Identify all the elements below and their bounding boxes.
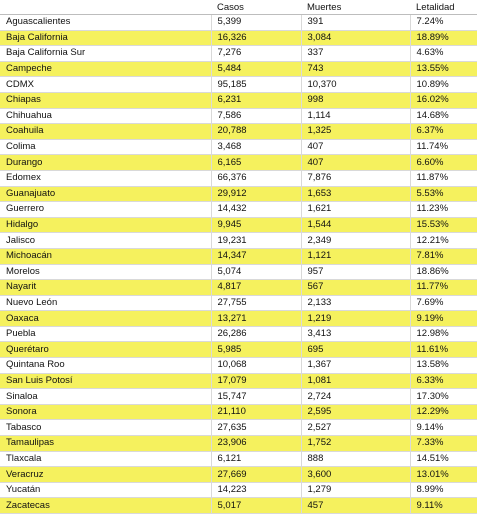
cell-state: CDMX <box>0 77 211 93</box>
table-row <box>0 436 477 452</box>
cell-state: Campeche <box>0 61 211 77</box>
header-cases: Casos <box>211 0 301 15</box>
table-row <box>0 248 477 264</box>
cell-state: Morelos <box>0 264 211 280</box>
cell-state: Guerrero <box>0 202 211 218</box>
table-header <box>0 0 477 15</box>
cell-cases: 9,945 <box>211 217 301 233</box>
cell-state: Baja California <box>0 30 211 46</box>
cell-cases: 27,669 <box>211 467 301 483</box>
cell-deaths: 1,114 <box>301 108 410 124</box>
cell-deaths: 407 <box>301 139 410 155</box>
cell-deaths: 391 <box>301 15 410 31</box>
table-row <box>0 108 477 124</box>
cell-state: Tabasco <box>0 420 211 436</box>
cell-cases: 6,231 <box>211 92 301 108</box>
cell-rate: 7.24% <box>410 15 477 31</box>
cell-deaths: 10,370 <box>301 77 410 93</box>
table-row <box>0 155 477 171</box>
cell-cases: 29,912 <box>211 186 301 202</box>
cell-deaths: 337 <box>301 46 410 62</box>
table-row <box>0 342 477 358</box>
cell-cases: 17,079 <box>211 373 301 389</box>
cell-cases: 66,376 <box>211 170 301 186</box>
table-row <box>0 15 477 31</box>
cell-cases: 5,074 <box>211 264 301 280</box>
cell-rate: 12.21% <box>410 233 477 249</box>
cell-cases: 5,985 <box>211 342 301 358</box>
cell-rate: 6.60% <box>410 155 477 171</box>
cell-state: Sinaloa <box>0 389 211 405</box>
cell-deaths: 1,081 <box>301 373 410 389</box>
cell-state: Edomex <box>0 170 211 186</box>
cell-cases: 20,788 <box>211 124 301 140</box>
cell-rate: 12.98% <box>410 326 477 342</box>
cell-deaths: 407 <box>301 155 410 171</box>
cell-rate: 9.11% <box>410 498 477 514</box>
table-row <box>0 358 477 374</box>
cell-rate: 14.51% <box>410 451 477 467</box>
header-rate: Letalidad <box>410 0 477 15</box>
cell-cases: 19,231 <box>211 233 301 249</box>
cell-state: Chiapas <box>0 92 211 108</box>
cell-rate: 7.33% <box>410 436 477 452</box>
cell-cases: 15,747 <box>211 389 301 405</box>
cell-cases: 5,017 <box>211 498 301 514</box>
table-row <box>0 498 477 514</box>
cell-state: Veracruz <box>0 467 211 483</box>
table-row <box>0 482 477 498</box>
cell-rate: 8.99% <box>410 482 477 498</box>
cell-cases: 23,906 <box>211 436 301 452</box>
cell-deaths: 998 <box>301 92 410 108</box>
cell-state: Hidalgo <box>0 217 211 233</box>
cell-deaths: 743 <box>301 61 410 77</box>
cell-state: Chihuahua <box>0 108 211 124</box>
cell-state: Quintana Roo <box>0 358 211 374</box>
cell-state: Aguascalientes <box>0 15 211 31</box>
cell-deaths: 457 <box>301 498 410 514</box>
table-row <box>0 404 477 420</box>
cell-cases: 5,484 <box>211 61 301 77</box>
cell-cases: 16,326 <box>211 30 301 46</box>
cell-deaths: 1,752 <box>301 436 410 452</box>
cell-rate: 9.14% <box>410 420 477 436</box>
header-state <box>0 0 211 15</box>
table-row <box>0 139 477 155</box>
cell-rate: 11.61% <box>410 342 477 358</box>
table-row <box>0 467 477 483</box>
table-row <box>0 295 477 311</box>
cell-cases: 4,817 <box>211 280 301 296</box>
table-row <box>0 30 477 46</box>
cell-cases: 14,223 <box>211 482 301 498</box>
cell-rate: 11.23% <box>410 202 477 218</box>
header-row <box>0 0 477 15</box>
cell-cases: 5,399 <box>211 15 301 31</box>
cell-state: Puebla <box>0 326 211 342</box>
cell-deaths: 1,367 <box>301 358 410 374</box>
table-row <box>0 124 477 140</box>
cell-state: Tamaulipas <box>0 436 211 452</box>
cell-state: Nuevo León <box>0 295 211 311</box>
cell-rate: 17.30% <box>410 389 477 405</box>
cell-cases: 3,468 <box>211 139 301 155</box>
table-row <box>0 46 477 62</box>
cell-deaths: 1,121 <box>301 248 410 264</box>
cell-state: Sonora <box>0 404 211 420</box>
table-row <box>0 217 477 233</box>
cell-state: Oaxaca <box>0 311 211 327</box>
header-deaths: Muertes <box>301 0 410 15</box>
cell-rate: 7.69% <box>410 295 477 311</box>
cell-rate: 13.58% <box>410 358 477 374</box>
cell-cases: 26,286 <box>211 326 301 342</box>
cell-rate: 10.89% <box>410 77 477 93</box>
table-row <box>0 92 477 108</box>
cell-state: Durango <box>0 155 211 171</box>
table-row <box>0 311 477 327</box>
cell-deaths: 3,413 <box>301 326 410 342</box>
table-row <box>0 389 477 405</box>
cell-deaths: 2,133 <box>301 295 410 311</box>
table-row <box>0 264 477 280</box>
cell-deaths: 1,279 <box>301 482 410 498</box>
cell-state: Baja California Sur <box>0 46 211 62</box>
cell-state: San Luis Potosí <box>0 373 211 389</box>
cell-cases: 27,635 <box>211 420 301 436</box>
cell-rate: 14.68% <box>410 108 477 124</box>
cell-deaths: 3,084 <box>301 30 410 46</box>
cell-rate: 6.33% <box>410 373 477 389</box>
cell-state: Coahuila <box>0 124 211 140</box>
cell-cases: 95,185 <box>211 77 301 93</box>
cell-rate: 6.37% <box>410 124 477 140</box>
cell-deaths: 3,600 <box>301 467 410 483</box>
cell-state: Colima <box>0 139 211 155</box>
table-row <box>0 326 477 342</box>
cell-state: Zacatecas <box>0 498 211 514</box>
cell-state: Tlaxcala <box>0 451 211 467</box>
cell-rate: 18.89% <box>410 30 477 46</box>
table-row <box>0 186 477 202</box>
cell-cases: 13,271 <box>211 311 301 327</box>
cell-rate: 16.02% <box>410 92 477 108</box>
cell-rate: 12.29% <box>410 404 477 420</box>
cell-rate: 5.53% <box>410 186 477 202</box>
cell-cases: 6,165 <box>211 155 301 171</box>
cell-rate: 18.86% <box>410 264 477 280</box>
cell-state: Nayarit <box>0 280 211 296</box>
cell-cases: 7,276 <box>211 46 301 62</box>
cell-rate: 11.77% <box>410 280 477 296</box>
cell-rate: 11.87% <box>410 170 477 186</box>
cell-deaths: 7,876 <box>301 170 410 186</box>
cell-rate: 13.01% <box>410 467 477 483</box>
cell-cases: 14,347 <box>211 248 301 264</box>
cell-deaths: 1,621 <box>301 202 410 218</box>
cell-rate: 11.74% <box>410 139 477 155</box>
table-row <box>0 420 477 436</box>
table-body <box>0 15 477 514</box>
cell-deaths: 1,325 <box>301 124 410 140</box>
cell-state: Querétaro <box>0 342 211 358</box>
cell-deaths: 888 <box>301 451 410 467</box>
cell-deaths: 567 <box>301 280 410 296</box>
table-row <box>0 202 477 218</box>
cell-deaths: 2,595 <box>301 404 410 420</box>
cell-state: Guanajuato <box>0 186 211 202</box>
cell-deaths: 957 <box>301 264 410 280</box>
cell-state: Jalisco <box>0 233 211 249</box>
table-row <box>0 451 477 467</box>
cell-rate: 7.81% <box>410 248 477 264</box>
cell-deaths: 1,219 <box>301 311 410 327</box>
cell-deaths: 2,349 <box>301 233 410 249</box>
cell-cases: 27,755 <box>211 295 301 311</box>
cell-rate: 4.63% <box>410 46 477 62</box>
cell-cases: 21,110 <box>211 404 301 420</box>
cell-rate: 13.55% <box>410 61 477 77</box>
cell-deaths: 2,724 <box>301 389 410 405</box>
cell-state: Michoacán <box>0 248 211 264</box>
table-row <box>0 77 477 93</box>
cell-cases: 10,068 <box>211 358 301 374</box>
cell-cases: 7,586 <box>211 108 301 124</box>
table-row <box>0 373 477 389</box>
cell-deaths: 2,527 <box>301 420 410 436</box>
cell-rate: 15.53% <box>410 217 477 233</box>
table-row <box>0 280 477 296</box>
cell-rate: 9.19% <box>410 311 477 327</box>
cell-deaths: 1,544 <box>301 217 410 233</box>
table-row <box>0 170 477 186</box>
cell-state: Yucatán <box>0 482 211 498</box>
cell-cases: 6,121 <box>211 451 301 467</box>
cell-deaths: 1,653 <box>301 186 410 202</box>
table-row <box>0 233 477 249</box>
cell-cases: 14,432 <box>211 202 301 218</box>
table-row <box>0 61 477 77</box>
cell-deaths: 695 <box>301 342 410 358</box>
